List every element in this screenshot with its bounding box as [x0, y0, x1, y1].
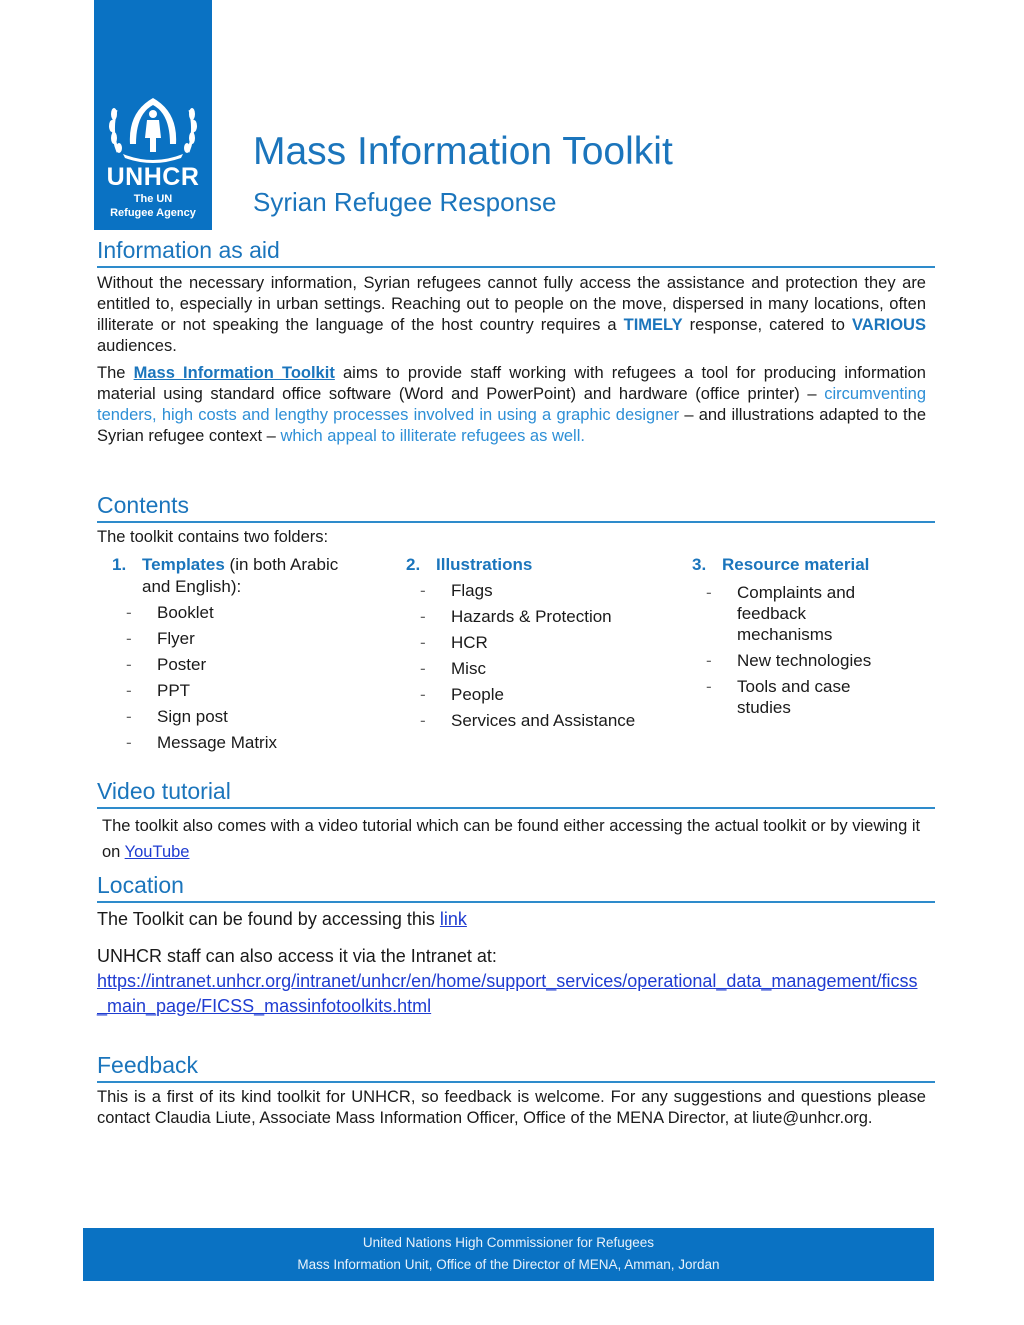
- list-item-label: Complaints and feedback mechanisms: [737, 583, 856, 644]
- list-item: - Poster: [126, 655, 207, 674]
- list-item: - Misc: [420, 659, 486, 678]
- contents-intro: The toolkit contains two folders:: [97, 528, 329, 546]
- list-item: - New technologies: [706, 651, 872, 670]
- folder-number: 3.: [692, 555, 707, 574]
- section-heading-video-tutorial: Video tutorial: [97, 778, 935, 809]
- text: The: [97, 364, 134, 382]
- page-title: Mass Information Toolkit: [253, 130, 673, 173]
- mass-information-toolkit-link[interactable]: Mass Information Toolkit: [133, 364, 335, 382]
- list-item-label: People: [451, 685, 504, 704]
- list-item-label: Flags: [451, 581, 493, 600]
- folder-items: [406, 578, 676, 734]
- list-item: - Flyer: [126, 629, 195, 648]
- list-item: - Sign post: [126, 707, 228, 726]
- list-item: - Message Matrix: [126, 733, 277, 752]
- folder-title: Resource material: [722, 555, 870, 574]
- feedback-body: This is a first of its kind toolkit for UNHCR, so feedback is welcome. For any suggestions and questions please contact Claudia Liute, Associate Mass Information Officer, Office of the MENA Director, at liute@unhcr.org.: [97, 1088, 926, 1127]
- list-item-label: Flyer: [157, 629, 195, 648]
- logo-tagline: [94, 192, 212, 220]
- logo-tagline-line1: The UN: [133, 193, 173, 205]
- list-item-label: PPT: [157, 681, 191, 700]
- list-item-label: Misc: [451, 659, 486, 678]
- footer-line-2: Mass Information Unit, Office of the Director of MENA, Amman, Jordan: [297, 1257, 720, 1272]
- folder-illustrations: [406, 552, 676, 734]
- section-heading-information-as-aid: Information as aid: [97, 237, 935, 268]
- list-item-label: Hazards & Protection: [451, 607, 612, 626]
- folder-note: (in both Arabic: [224, 555, 339, 574]
- list-item: - Booklet: [126, 603, 214, 622]
- list-item: - Tools and case studies: [706, 677, 851, 717]
- intranet-text: UNHCR staff can also access it via the Intranet at:: [97, 946, 497, 966]
- page-footer: [83, 1228, 934, 1281]
- info-as-aid-body: [97, 273, 926, 447]
- logo-tagline-line2: Refugee Agency: [110, 207, 196, 219]
- folder-title: Templates: [142, 555, 225, 574]
- list-item-label: Poster: [157, 655, 207, 674]
- list-item: - Complaints and feedback mechanisms: [706, 583, 856, 644]
- unhcr-emblem-icon: [108, 92, 198, 164]
- list-item: - Flags: [420, 581, 493, 600]
- location-body: [97, 907, 926, 931]
- text: response, catered to: [682, 316, 853, 334]
- page-subtitle: Syrian Refugee Response: [253, 187, 557, 217]
- youtube-link[interactable]: YouTube: [124, 843, 190, 861]
- list-item-label: Sign post: [157, 707, 228, 726]
- intranet-url-link[interactable]: https://intranet.unhcr.org/intranet/unhcr/en/home/support_services/operational_data_management/ficss_main_page/FICSS_massinfotoolkits.html: [97, 971, 918, 1016]
- text: – and illustrations adapted to the Syrian refugee context –: [97, 406, 926, 445]
- list-item: - PPT: [126, 681, 191, 700]
- folder-items: [112, 600, 382, 756]
- text: Without the necessary information, Syrian refugees cannot fully access the assistance and protection they are entitled to, especially in urban settings. Reaching out to people on the move, dispersed in many locations, often illiterate or not speaking the language of the host country requires a: [97, 274, 926, 334]
- list-item-label: Services and Assistance: [451, 711, 636, 730]
- logo-wordmark: UNHCR: [106, 163, 200, 191]
- list-item-label: Booklet: [157, 603, 214, 622]
- folder-heading: [406, 552, 676, 578]
- toolkit-link[interactable]: link: [439, 909, 467, 929]
- list-item: - HCR: [420, 633, 488, 652]
- folder-note-continued: and English):: [142, 577, 242, 596]
- list-item-label: HCR: [451, 633, 488, 652]
- section-heading-location: Location: [97, 872, 935, 903]
- video-body: [102, 813, 926, 865]
- highlight-text: which appeal to illiterate refugees as well.: [280, 427, 585, 445]
- text: audiences.: [97, 337, 177, 355]
- list-item: - People: [420, 685, 504, 704]
- text: The toolkit also comes with a video tutorial which can be found either accessing the actual toolkit or by viewing it on: [102, 817, 921, 861]
- section-heading-contents: Contents: [97, 492, 935, 523]
- folder-number: 2.: [406, 555, 421, 574]
- info-paragraph-2: [97, 363, 926, 447]
- folder-templates: [112, 552, 382, 756]
- section-heading-feedback: Feedback: [97, 1052, 935, 1083]
- info-paragraph-1: [97, 273, 926, 357]
- text: The Toolkit can be found by accessing this: [97, 909, 440, 929]
- list-item: - Hazards & Protection: [420, 607, 612, 626]
- folder-resource-material: [692, 552, 912, 718]
- emphasis-various: VARIOUS: [852, 316, 926, 334]
- highlight-text: circumventing tenders, high costs and lengthy processes involved in using a graphic designer: [97, 385, 926, 424]
- unhcr-logo: [94, 0, 212, 230]
- folder-items: [692, 582, 877, 718]
- list-item: - Services and Assistance: [420, 711, 636, 730]
- list-item-label: Message Matrix: [157, 733, 277, 752]
- folder-heading: [692, 552, 912, 578]
- intranet-body: [97, 944, 926, 1019]
- folder-title: Illustrations: [436, 555, 533, 574]
- list-item-label: Tools and case studies: [737, 677, 851, 717]
- text: aims to provide staff working with refugees a tool for producing information material using standard office software (Word and PowerPoint) and hardware (office printer) –: [97, 364, 926, 403]
- folder-number: 1.: [112, 555, 127, 574]
- footer-line-1: United Nations High Commissioner for Refugees: [362, 1235, 655, 1250]
- list-item-label: New technologies: [737, 651, 872, 670]
- emphasis-timely: TIMELY: [623, 316, 683, 334]
